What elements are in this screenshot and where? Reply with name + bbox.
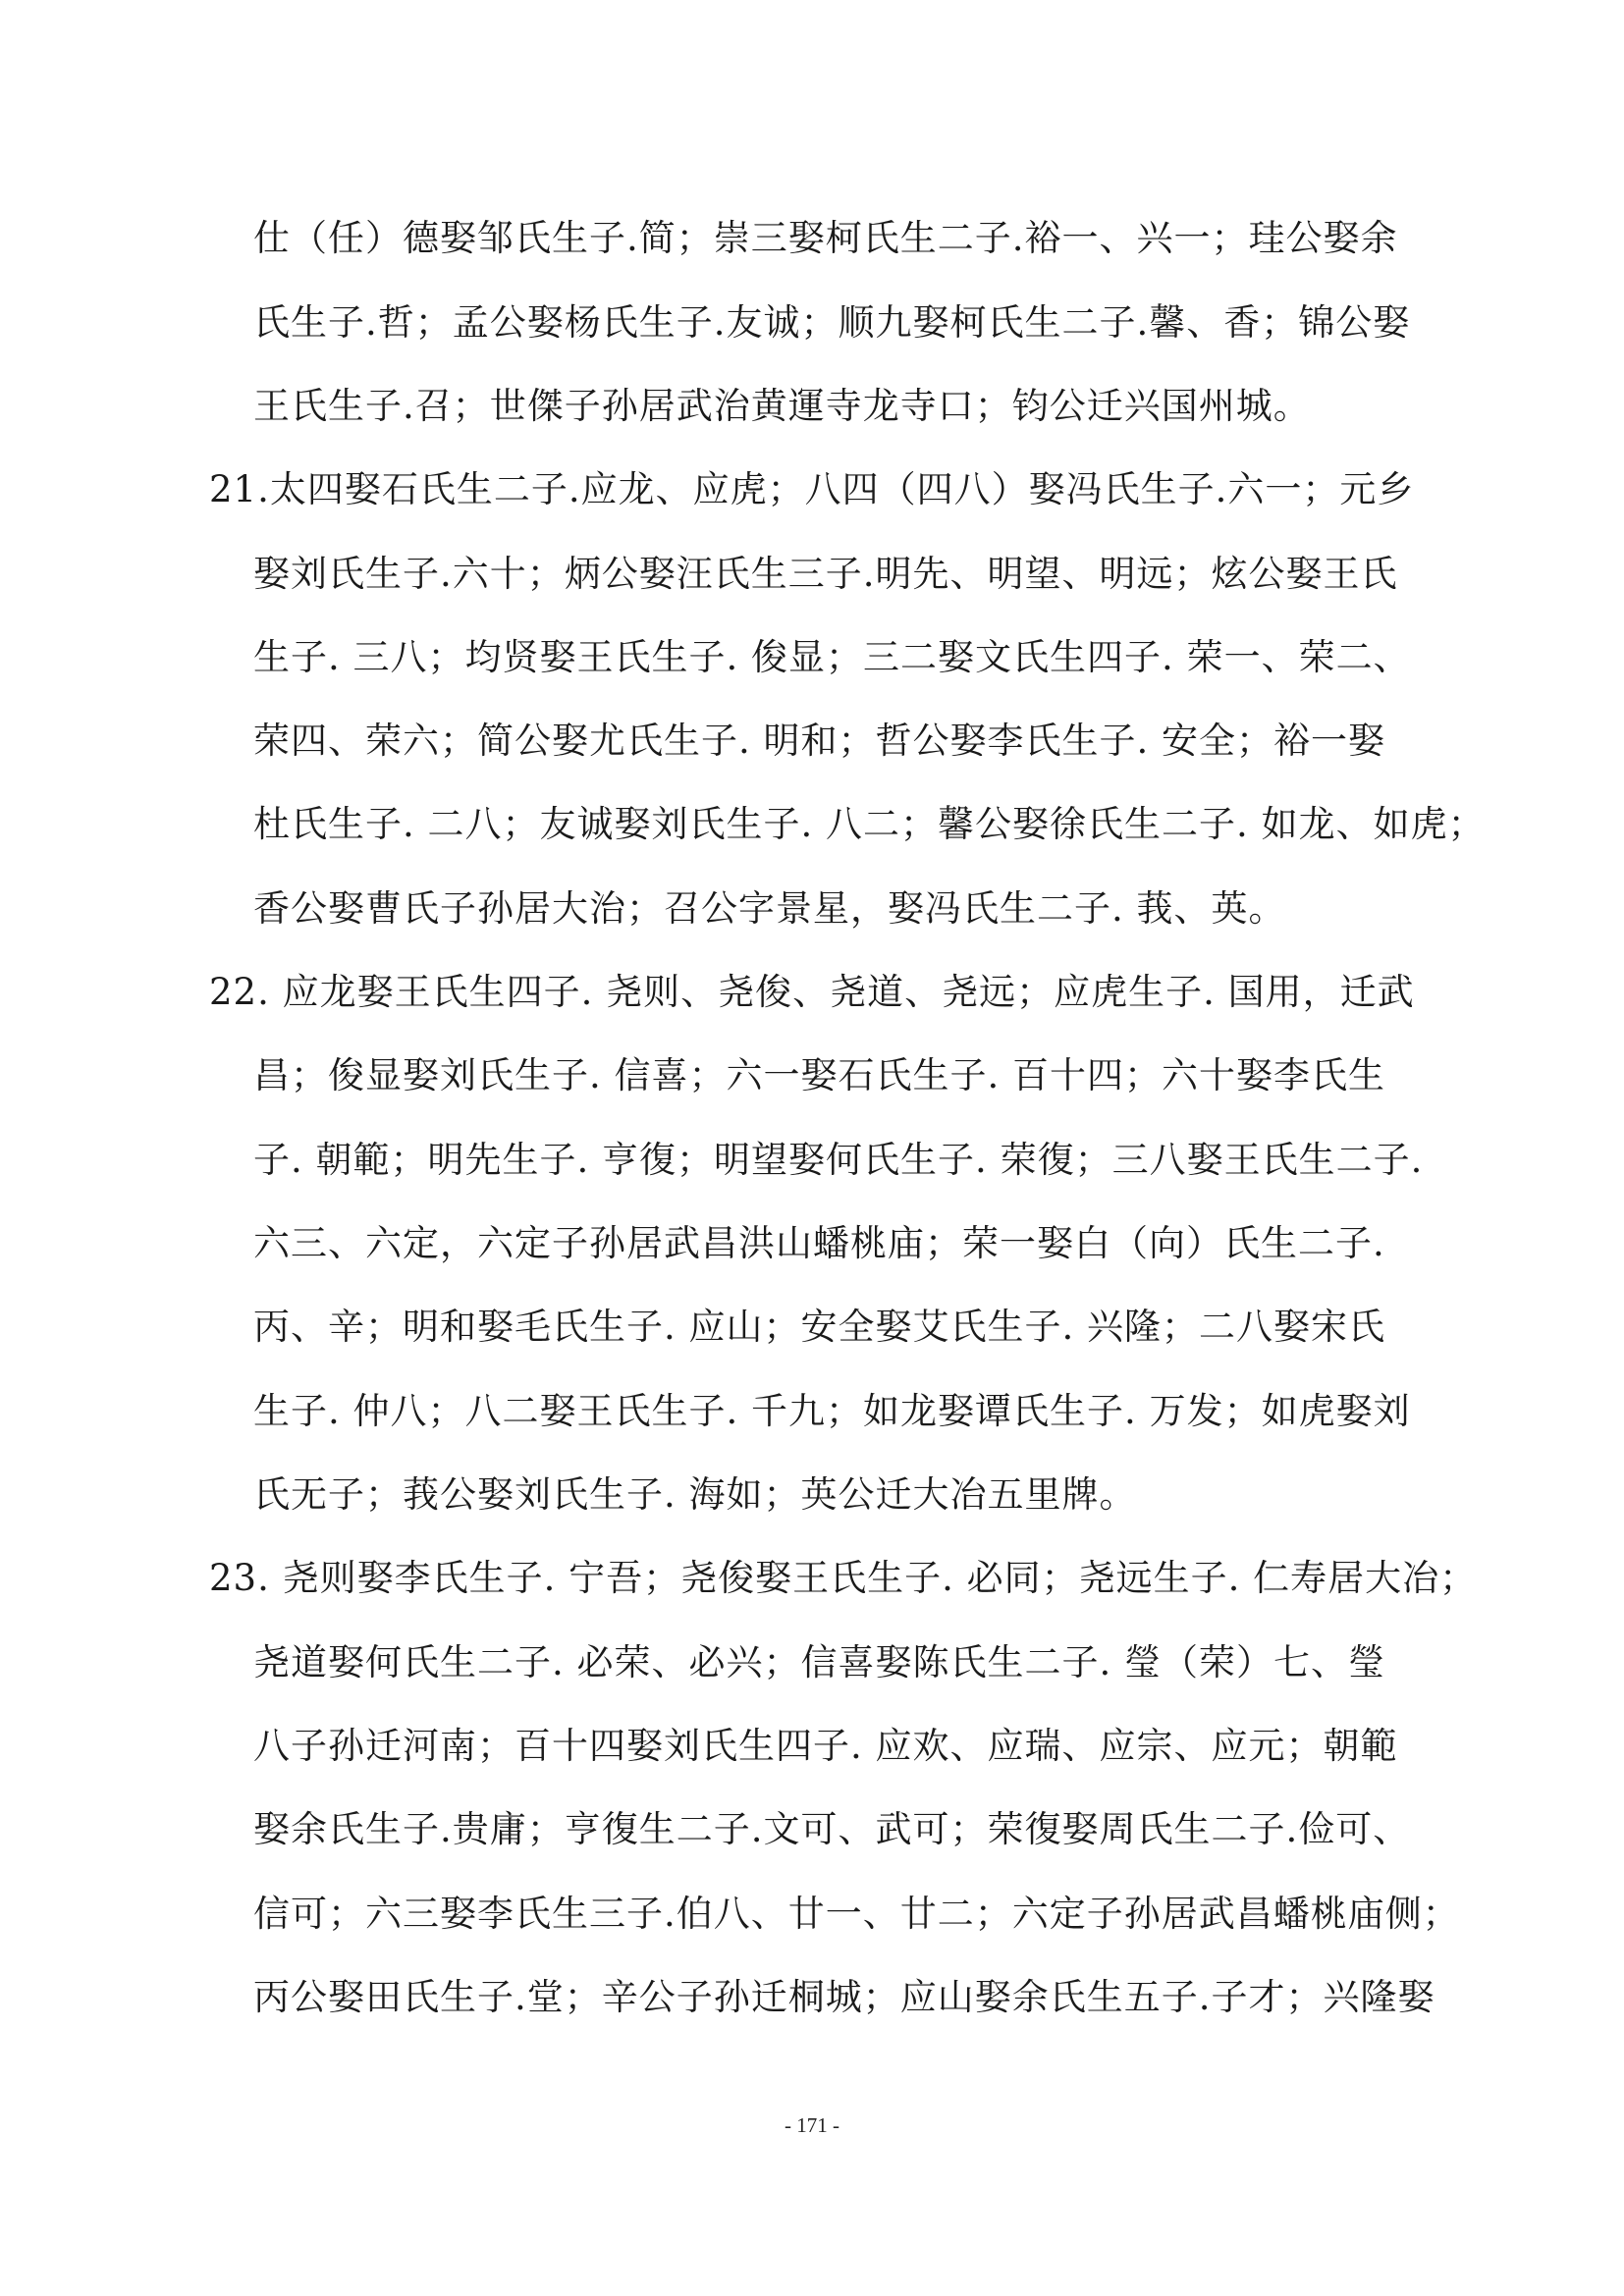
text-line: 杜氏生子. 二八；友诚娶刘氏生子. 八二；馨公娶徐氏生二子. 如龙、如虎； (253, 803, 1486, 845)
text-line: 仕（任）德娶邹氏生子.简；崇三娶柯氏生二子.裕一、兴一；珪公娶余 (253, 217, 1398, 259)
text-line: 21.太四娶石氏生二子.应龙、应虎；八四（四八）娶冯氏生子.六一；元乡 (209, 468, 1415, 510)
text-line: 昌；俊显娶刘氏生子. 信喜；六一娶石氏生子. 百十四；六十娶李氏生 (253, 1054, 1386, 1096)
text-line: 丙公娶田氏生子.堂；辛公子孙迁桐城；应山娶余氏生五子.子才；兴隆娶 (253, 1976, 1435, 2018)
text-line: 香公娶曹氏子孙居大治；召公字景星，娶冯氏生二子. 莪、英。 (253, 887, 1286, 930)
text-line: 王氏生子.召；世傑子孙居武治黄運寺龙寺口；钧公迁兴国州城。 (253, 385, 1311, 427)
text-line: 八子孙迁河南；百十四娶刘氏生四子. 应欢、应瑞、应宗、应元；朝範 (253, 1725, 1398, 1767)
text-line: 娶余氏生子.贵庸；亨復生二子.文可、武可；荣復娶周氏生二子.俭可、 (253, 1808, 1411, 1850)
text-line: 22. 应龙娶王氏生四子. 尧则、尧俊、尧道、尧远；应虎生子. 国用，迁武 (209, 971, 1415, 1013)
text-line: 丙、辛；明和娶毛氏生子. 应山；安全娶艾氏生子. 兴隆；二八娶宋氏 (253, 1306, 1386, 1348)
text-line: 子. 朝範；明先生子. 亨復；明望娶何氏生子. 荣復；三八娶王氏生二子. (253, 1139, 1424, 1181)
page-number: - 171 - (785, 2113, 839, 2137)
text-line: 生子. 仲八；八二娶王氏生子. 千九；如龙娶谭氏生子. 万发；如虎娶刘 (253, 1390, 1411, 1432)
text-line: 23. 尧则娶李氏生子. 宁吾；尧俊娶王氏生子. 必同；尧远生子. 仁寿居大冶； (209, 1557, 1478, 1599)
text-line: 氏无子；莪公娶刘氏生子. 海如；英公迁大冶五里牌。 (253, 1473, 1137, 1516)
text-line: 荣四、荣六；简公娶尤氏生子. 明和；哲公娶李氏生子. 安全；裕一娶 (253, 720, 1386, 762)
text-line: 尧道娶何氏生二子. 必荣、必兴；信喜娶陈氏生二子. 瑩（荣）七、瑩 (253, 1641, 1386, 1683)
text-line: 氏生子.哲；孟公娶杨氏生子.友诚；顺九娶柯氏生二子.馨、香；锦公娶 (253, 301, 1411, 344)
text-line: 娶刘氏生子.六十；炳公娶汪氏生三子.明先、明望、明远；炫公娶王氏 (253, 553, 1398, 595)
text-line: 六三、六定，六定子孙居武昌洪山蟠桃庙；荣一娶白（向）氏生二子. (253, 1222, 1385, 1264)
text-line: 生子. 三八；均贤娶王氏生子. 俊显；三二娶文氏生四子. 荣一、荣二、 (253, 636, 1411, 678)
text-line: 信可；六三娶李氏生三子.伯八、廿一、廿二；六定子孙居武昌蟠桃庙侧； (253, 1893, 1460, 1935)
